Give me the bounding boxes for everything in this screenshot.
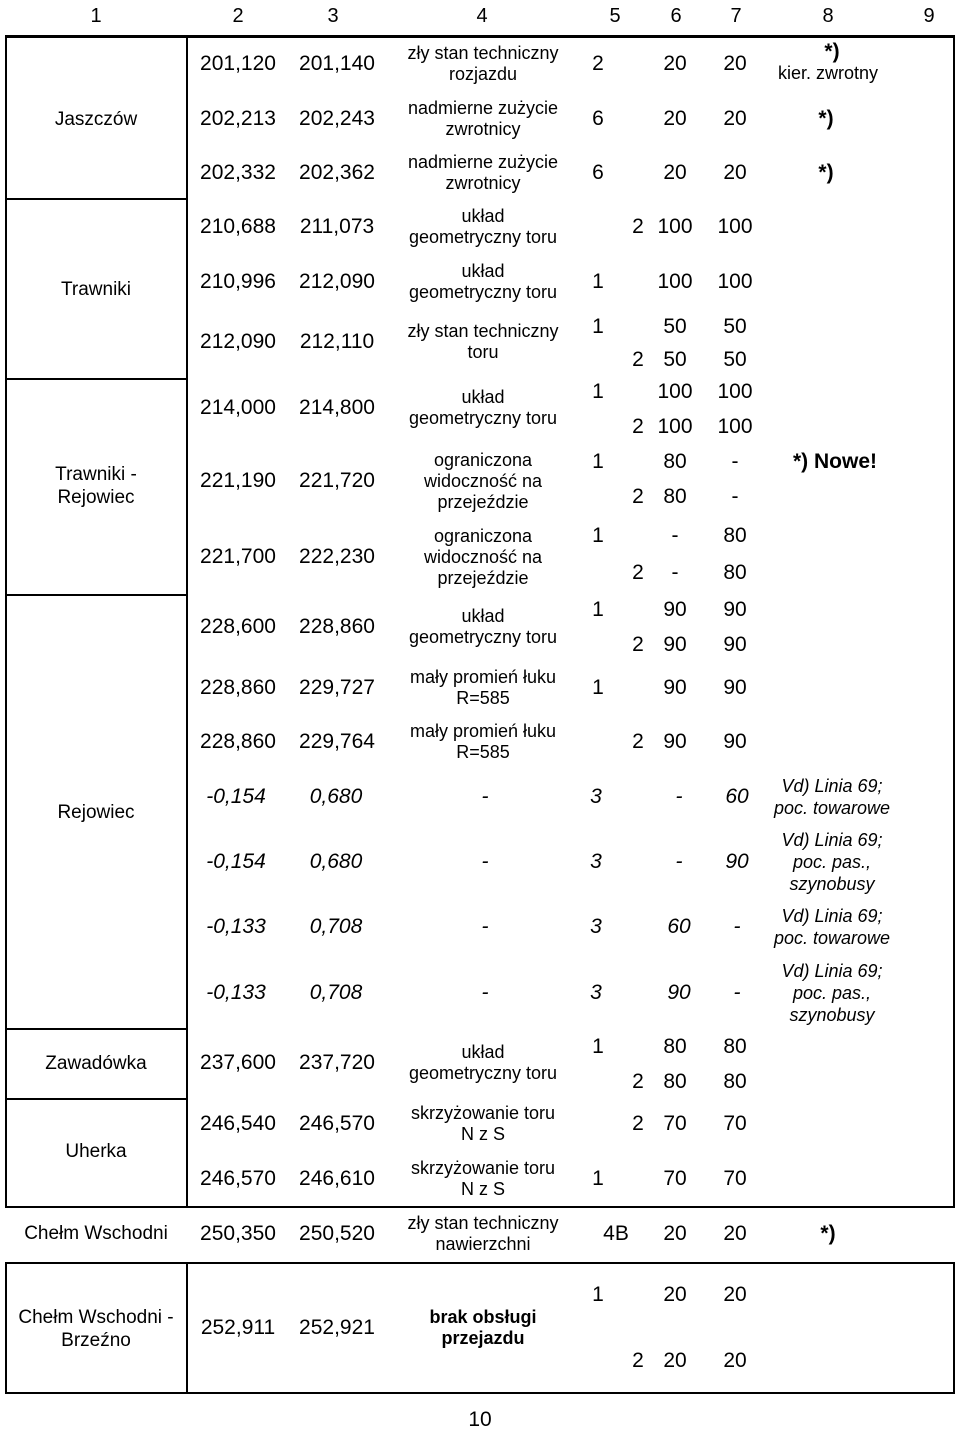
restriction-reason bbox=[409, 1042, 557, 1084]
restriction-reason bbox=[410, 667, 556, 709]
speed-value: 20 bbox=[723, 1349, 747, 1372]
place-line: Chełm Wschodni - bbox=[18, 1307, 174, 1328]
speed-value: 90 bbox=[663, 598, 687, 621]
speed-value: 20 bbox=[663, 52, 687, 75]
km-to: 202,243 bbox=[299, 107, 375, 130]
reason-line: widoczność na bbox=[423, 546, 543, 567]
restriction-reason: - bbox=[481, 850, 489, 873]
km-to: 229,727 bbox=[299, 676, 375, 699]
column-header: 8 bbox=[822, 5, 834, 27]
km-to: 212,090 bbox=[299, 270, 375, 293]
reason-line: R=585 bbox=[456, 688, 510, 708]
row-remark bbox=[774, 775, 890, 819]
km-to: 0,680 bbox=[309, 785, 363, 808]
speed-value: 100 bbox=[717, 415, 753, 438]
reason-line: geometryczny toru bbox=[408, 408, 558, 428]
column-header: 4 bbox=[476, 5, 488, 27]
speed-value: 80 bbox=[723, 1035, 747, 1058]
speed-value: 100 bbox=[717, 380, 753, 403]
reason-line: nadmierne zużycie bbox=[407, 98, 559, 118]
speed-value: 80 bbox=[723, 524, 747, 547]
row-remark: *) bbox=[820, 1222, 836, 1245]
track-number: 1 bbox=[592, 270, 604, 293]
km-from: 221,190 bbox=[200, 469, 276, 492]
speed-value: 50 bbox=[663, 348, 687, 371]
restriction-reason bbox=[407, 1213, 558, 1255]
track-number: 1 bbox=[592, 380, 604, 403]
reason-line: układ bbox=[461, 261, 505, 281]
speed-value: 70 bbox=[663, 1112, 687, 1135]
speed-value: 60 bbox=[667, 915, 691, 938]
speed-value: - bbox=[731, 485, 739, 508]
restriction-reason bbox=[408, 152, 558, 194]
restriction-reason bbox=[411, 1103, 555, 1145]
reason-line: zwrotnicy bbox=[445, 173, 521, 193]
reason-line: widoczność na bbox=[423, 470, 543, 491]
speed-value: 20 bbox=[723, 107, 747, 130]
remark-line: poc. pas., bbox=[792, 852, 872, 872]
remark-line: Vd) Linia 69; bbox=[781, 906, 883, 926]
track-number: 2 bbox=[632, 1349, 644, 1372]
place-separator bbox=[5, 1098, 186, 1100]
track-number: 6 bbox=[592, 161, 604, 184]
reason-line: N z S bbox=[460, 1179, 505, 1199]
restriction-reason bbox=[424, 526, 542, 589]
speed-value: - bbox=[731, 450, 739, 473]
km-from: 228,860 bbox=[200, 676, 276, 699]
remark-line: poc. pas., bbox=[792, 983, 872, 1003]
track-number: 4B bbox=[603, 1222, 629, 1245]
km-to: 229,764 bbox=[299, 730, 375, 753]
speed-value: - bbox=[733, 981, 741, 1004]
speed-value: 20 bbox=[723, 52, 747, 75]
speed-value: 20 bbox=[723, 1283, 747, 1306]
remark-line: poc. towarowe bbox=[773, 798, 891, 818]
speed-value: 70 bbox=[723, 1167, 747, 1190]
km-from: -0,154 bbox=[206, 850, 266, 873]
speed-value: 80 bbox=[723, 1070, 747, 1093]
restriction-reason bbox=[409, 606, 557, 648]
row-remark bbox=[781, 960, 882, 1026]
place-line: Trawniki - bbox=[55, 464, 137, 485]
restriction-reason bbox=[411, 1158, 555, 1200]
column-header: 7 bbox=[730, 5, 742, 27]
place-chelm-wschodni: Chełm Wschodni bbox=[24, 1223, 168, 1244]
place-line: Brzeźno bbox=[61, 1330, 131, 1351]
km-from: -0,154 bbox=[206, 785, 266, 808]
row-remark: *) bbox=[818, 107, 834, 130]
reason-line: geometryczny toru bbox=[408, 282, 558, 302]
speed-value: 80 bbox=[663, 485, 687, 508]
km-from: -0,133 bbox=[206, 915, 266, 938]
restriction-reason bbox=[409, 261, 557, 303]
track-number: 1 bbox=[592, 450, 604, 473]
reason-line: mały promień łuku bbox=[409, 667, 557, 687]
reason-line: nadmierne zużycie bbox=[407, 152, 559, 172]
speed-value: 50 bbox=[723, 315, 747, 338]
reason-line: nawierzchni bbox=[435, 1234, 531, 1254]
km-to: 214,800 bbox=[299, 396, 375, 419]
column-divider-lower bbox=[186, 1262, 188, 1394]
speed-value: 90 bbox=[723, 730, 747, 753]
km-to: 0,680 bbox=[309, 850, 363, 873]
km-from: 202,213 bbox=[200, 107, 276, 130]
remark-line: poc. towarowe bbox=[773, 928, 891, 948]
km-to: 221,720 bbox=[299, 469, 375, 492]
reason-line: geometryczny toru bbox=[408, 227, 558, 247]
reason-line: ograniczona bbox=[433, 449, 533, 470]
restriction-reason bbox=[410, 721, 556, 763]
track-number: 2 bbox=[632, 633, 644, 656]
track-number: 3 bbox=[590, 981, 602, 1004]
reason-line: toru bbox=[467, 342, 499, 362]
reason-line: zły stan techniczny bbox=[407, 43, 559, 63]
speed-value: 20 bbox=[663, 161, 687, 184]
speed-value: 100 bbox=[657, 415, 693, 438]
speed-value: 90 bbox=[663, 676, 687, 699]
restriction-reason: - bbox=[481, 915, 489, 938]
place-jaszczow: Jaszczów bbox=[54, 109, 138, 130]
column-header: 9 bbox=[923, 5, 935, 27]
km-from: 246,540 bbox=[200, 1112, 276, 1135]
speed-value: 100 bbox=[657, 270, 693, 293]
track-number: 2 bbox=[632, 1070, 644, 1093]
restriction-reason: - bbox=[481, 785, 489, 808]
remark-line: szynobusy bbox=[789, 1005, 875, 1025]
reason-line: skrzyżowanie toru bbox=[410, 1103, 556, 1123]
km-to: 0,708 bbox=[309, 915, 363, 938]
row-remark: *) bbox=[818, 161, 834, 184]
speed-value: 50 bbox=[723, 348, 747, 371]
row-remark: *) bbox=[824, 40, 840, 63]
km-from: 212,090 bbox=[200, 330, 276, 353]
speed-value: 60 bbox=[725, 785, 749, 808]
track-number: 2 bbox=[632, 485, 644, 508]
km-to: 228,860 bbox=[299, 615, 375, 638]
track-number: 3 bbox=[590, 915, 602, 938]
remark-line: Vd) Linia 69; bbox=[781, 830, 883, 850]
reason-line: zły stan techniczny bbox=[407, 321, 559, 341]
column-header: 6 bbox=[670, 5, 682, 27]
reason-line: przejazdu bbox=[441, 1328, 525, 1348]
track-number: 1 bbox=[592, 315, 604, 338]
track-number: 2 bbox=[632, 415, 644, 438]
place-uherka: Uherka bbox=[65, 1141, 127, 1162]
speed-value: 20 bbox=[663, 1222, 687, 1245]
page-number: 10 bbox=[468, 1408, 492, 1431]
km-from: 221,700 bbox=[200, 545, 276, 568]
reason-line: R=585 bbox=[456, 742, 510, 762]
place-chelm-brzezno bbox=[18, 1306, 173, 1352]
track-number: 2 bbox=[632, 348, 644, 371]
km-from: -0,133 bbox=[206, 981, 266, 1004]
speed-value: 90 bbox=[723, 676, 747, 699]
track-number: 2 bbox=[592, 52, 604, 75]
speed-value: 20 bbox=[663, 107, 687, 130]
column-header: 3 bbox=[327, 5, 339, 27]
place-separator bbox=[5, 198, 186, 200]
km-from: 201,120 bbox=[200, 52, 276, 75]
km-to: 246,610 bbox=[299, 1167, 375, 1190]
reason-line: brak obsługi bbox=[429, 1307, 537, 1327]
track-number: 2 bbox=[632, 561, 644, 584]
speed-value: - bbox=[675, 785, 683, 808]
speed-value: 90 bbox=[663, 730, 687, 753]
track-number: 2 bbox=[632, 215, 644, 238]
place-trawniki-rejowiec bbox=[55, 463, 137, 509]
km-from: 202,332 bbox=[200, 161, 276, 184]
km-from: 250,350 bbox=[200, 1222, 276, 1245]
reason-line: rozjazdu bbox=[448, 64, 518, 84]
km-from: 246,570 bbox=[200, 1167, 276, 1190]
restriction-reason bbox=[408, 98, 558, 140]
track-number: 3 bbox=[590, 785, 602, 808]
track-number: 1 bbox=[592, 1035, 604, 1058]
speed-value: 90 bbox=[725, 850, 749, 873]
place-zawadowka: Zawadówka bbox=[45, 1053, 147, 1074]
reason-line: mały promień łuku bbox=[409, 721, 557, 741]
row-remark-detail: kier. zwrotny bbox=[777, 63, 879, 83]
reason-line: przejeździe bbox=[437, 491, 529, 512]
row-remark: *) Nowe! bbox=[793, 450, 877, 473]
track-number: 1 bbox=[592, 1283, 604, 1306]
km-to: 237,720 bbox=[299, 1051, 375, 1074]
track-number: 1 bbox=[592, 1167, 604, 1190]
reason-line: geometryczny toru bbox=[408, 627, 558, 647]
place-separator bbox=[5, 1206, 186, 1208]
speed-value: 90 bbox=[663, 633, 687, 656]
km-to: 246,570 bbox=[299, 1112, 375, 1135]
place-line: Rejowiec bbox=[57, 487, 135, 508]
column-header: 1 bbox=[90, 5, 102, 27]
speed-value: 20 bbox=[663, 1349, 687, 1372]
speed-value: 90 bbox=[723, 633, 747, 656]
km-from: 210,688 bbox=[200, 215, 276, 238]
remark-line: Vd) Linia 69; bbox=[781, 961, 883, 981]
reason-line: przejeździe bbox=[437, 567, 529, 588]
place-separator bbox=[5, 594, 186, 596]
km-from: 237,600 bbox=[200, 1051, 276, 1074]
speed-value: 70 bbox=[723, 1112, 747, 1135]
speed-value: 80 bbox=[663, 1035, 687, 1058]
speed-value: 20 bbox=[663, 1283, 687, 1306]
km-to: 211,073 bbox=[299, 215, 375, 238]
speed-value: 80 bbox=[663, 1070, 687, 1093]
track-number: 1 bbox=[592, 598, 604, 621]
reason-line: ograniczona bbox=[433, 525, 533, 546]
track-number: 2 bbox=[632, 730, 644, 753]
restriction-reason bbox=[409, 206, 557, 248]
reason-line: układ bbox=[461, 206, 505, 226]
speed-value: - bbox=[671, 524, 679, 547]
km-from: 228,860 bbox=[200, 730, 276, 753]
speed-value: 90 bbox=[667, 981, 691, 1004]
km-to: 222,230 bbox=[299, 545, 375, 568]
place-trawniki: Trawniki bbox=[60, 279, 132, 300]
track-number: 1 bbox=[592, 676, 604, 699]
speed-value: - bbox=[671, 561, 679, 584]
column-divider bbox=[186, 36, 188, 1208]
km-to: 201,140 bbox=[299, 52, 375, 75]
row-remark bbox=[774, 905, 890, 949]
reason-line: skrzyżowanie toru bbox=[410, 1158, 556, 1178]
restriction-reason bbox=[407, 43, 558, 85]
km-to: 0,708 bbox=[309, 981, 363, 1004]
restriction-reason bbox=[407, 321, 558, 363]
speed-value: 70 bbox=[663, 1167, 687, 1190]
km-from: 214,000 bbox=[200, 396, 276, 419]
speed-value: 90 bbox=[723, 598, 747, 621]
km-to: 252,921 bbox=[299, 1316, 375, 1339]
speed-value: 100 bbox=[657, 215, 693, 238]
place-separator bbox=[5, 378, 186, 380]
speed-value: 80 bbox=[663, 450, 687, 473]
speed-value: 100 bbox=[717, 215, 753, 238]
restriction-reason bbox=[409, 387, 557, 429]
km-to: 250,520 bbox=[299, 1222, 375, 1245]
km-from: 228,600 bbox=[200, 615, 276, 638]
restriction-reason bbox=[424, 450, 542, 513]
place-separator bbox=[5, 1028, 186, 1030]
reason-line: zły stan techniczny bbox=[407, 1213, 559, 1233]
reason-line: zwrotnicy bbox=[445, 119, 521, 139]
km-from: 210,996 bbox=[200, 270, 276, 293]
reason-line: N z S bbox=[460, 1124, 505, 1144]
speed-value: 100 bbox=[717, 270, 753, 293]
speed-value: 20 bbox=[723, 1222, 747, 1245]
track-number: 3 bbox=[590, 850, 602, 873]
km-from: 252,911 bbox=[200, 1316, 276, 1339]
place-rejowiec: Rejowiec bbox=[57, 802, 135, 823]
column-header: 2 bbox=[232, 5, 244, 27]
km-to: 202,362 bbox=[299, 161, 375, 184]
km-to: 212,110 bbox=[299, 330, 375, 353]
speed-value: - bbox=[675, 850, 683, 873]
track-number: 1 bbox=[592, 524, 604, 547]
reason-line: układ bbox=[461, 1042, 505, 1062]
speed-value: 80 bbox=[723, 561, 747, 584]
column-header: 5 bbox=[609, 5, 621, 27]
restriction-reason bbox=[429, 1307, 536, 1349]
track-number: 2 bbox=[632, 1112, 644, 1135]
restriction-reason: - bbox=[481, 981, 489, 1004]
speed-value: - bbox=[733, 915, 741, 938]
reason-line: układ bbox=[461, 387, 505, 407]
row-remark bbox=[781, 829, 882, 895]
reason-line: układ bbox=[461, 606, 505, 626]
reason-line: geometryczny toru bbox=[408, 1063, 558, 1083]
speed-value: 20 bbox=[723, 161, 747, 184]
track-number: 6 bbox=[592, 107, 604, 130]
speed-value: 100 bbox=[657, 380, 693, 403]
remark-line: Vd) Linia 69; bbox=[781, 776, 883, 796]
speed-value: 50 bbox=[663, 315, 687, 338]
remark-line: szynobusy bbox=[789, 874, 875, 894]
